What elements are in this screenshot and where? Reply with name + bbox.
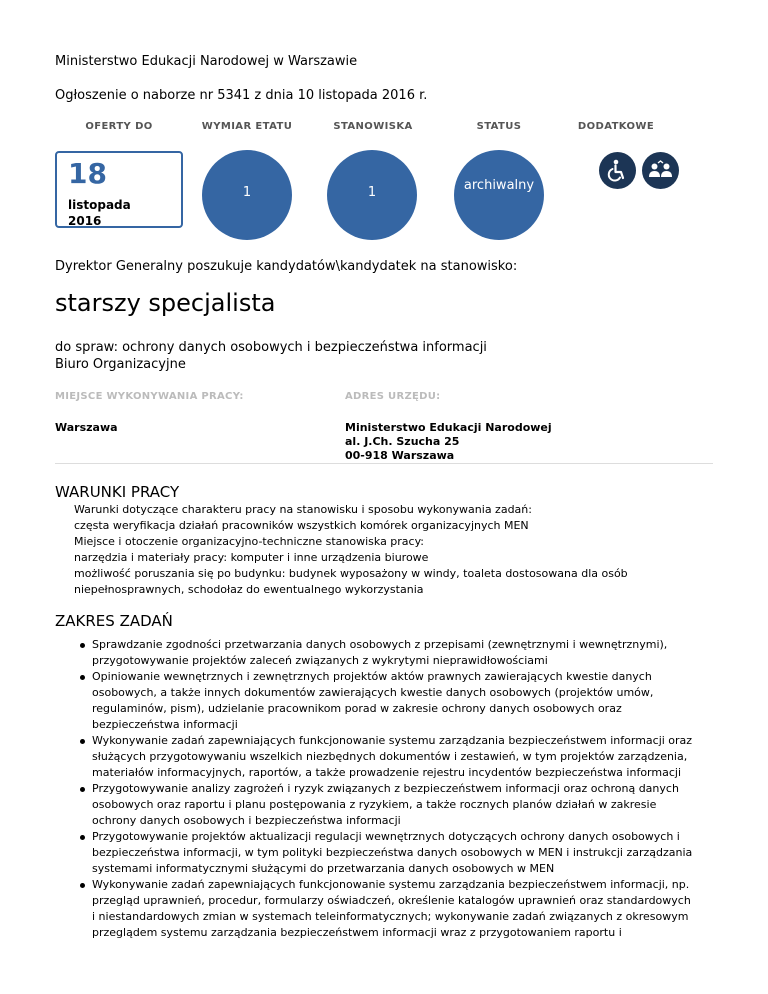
task-line: systemami informatycznymi służącymi do przetwarzania danych osobowych w MEN bbox=[92, 862, 555, 875]
task-line: przegląd uprawnień, procedur, formularzy oświadczeń, określenie katalogów uprawnień oraz standardowych bbox=[92, 894, 691, 907]
task-line: Sprawdzanie zgodności przetwarzania danych osobowych z przepisami (zewnętrznymi i wewnętrznymi), bbox=[92, 638, 668, 651]
conditions-heading: WARUNKI PRACY bbox=[55, 483, 180, 501]
conditions-line: narzędzia i materiały pracy: komputer i inne urządzenia biurowe bbox=[74, 551, 429, 564]
status-header: STATUS bbox=[476, 121, 522, 132]
ministry-name: Ministerstwo Edukacji Narodowej w Warszawie bbox=[55, 54, 358, 69]
work-time-circle bbox=[202, 150, 292, 240]
section-divider bbox=[55, 463, 713, 464]
task-line: służących przygotowywaniu wszelkich niezbędnych dokumentów i zestawień, w tym projektów zarządzenia, bbox=[92, 750, 688, 763]
tasks-list bbox=[74, 637, 734, 941]
conditions-text bbox=[74, 502, 724, 598]
positions-value: 1 bbox=[367, 185, 377, 200]
task-line: przygotowywanie projektów zaleceń związanych z wykrytymi nieprawidłowościami bbox=[92, 654, 548, 667]
task-line: Wykonywanie zadań zapewniających funkcjonowanie systemu zarządzania bezpieczeństwem informacji oraz bbox=[92, 734, 693, 747]
task-line: Wykonywanie zadań zapewniających funkcjonowanie systemu zarządzania bezpieczeństwem informacji, np. bbox=[92, 878, 690, 891]
tasks-list-wrap bbox=[74, 637, 734, 941]
office-address bbox=[345, 421, 552, 463]
work-time-value: 1 bbox=[242, 185, 252, 200]
task-line: Przygotowywanie projektów aktualizacji regulacji wewnętrznych dotyczących ochrony danych osobowych i bbox=[92, 830, 680, 843]
positions-header: STANOWISKA bbox=[333, 121, 413, 132]
office-address-label: ADRES URZĘDU: bbox=[345, 391, 441, 402]
job-title: starszy specjalista bbox=[55, 289, 276, 317]
announcement-title: Ogłoszenie o naborze nr 5341 z dnia 10 listopada 2016 r. bbox=[55, 88, 428, 103]
task-item bbox=[74, 829, 734, 877]
task-line: regulaminów, pism), udzielanie pracownikom porad w zakresie ochrony danych osobowych oraz bbox=[92, 702, 622, 715]
job-area: do spraw: ochrony danych osobowych i bezpieczeństwa informacji bbox=[55, 340, 487, 355]
status-circle bbox=[454, 150, 544, 240]
conditions-line: Warunki dotyczące charakteru pracy na stanowisku i sposobu wykonywania zadań: bbox=[74, 503, 532, 516]
task-item bbox=[74, 669, 734, 733]
intro-text: Dyrektor Generalny poszukuje kandydatów\kandydatek na stanowisko: bbox=[55, 259, 518, 274]
work-place-value: Warszawa bbox=[55, 421, 118, 434]
conditions-line: Miejsce i otoczenie organizacyjno-techniczne stanowiska pracy: bbox=[74, 535, 425, 548]
offers-deadline-box bbox=[55, 151, 183, 228]
deadline-day: 18 bbox=[68, 157, 107, 190]
task-line: osobowych oraz raportu i planu postępowania z ryzykiem, a także rocznych planów działań w zakresie bbox=[92, 798, 657, 811]
deadline-month-year bbox=[68, 197, 131, 229]
office-address-line3: 00-918 Warszawa bbox=[345, 449, 455, 462]
sign-language-icon bbox=[642, 152, 679, 189]
status-value: archiwalny bbox=[463, 178, 535, 193]
wheelchair-icon bbox=[599, 152, 636, 189]
conditions-line: możliwość poruszania się po budynku: budynek wyposażony w windy, toaleta dostosowana dla osób bbox=[74, 567, 628, 580]
task-line: osobowych, a także innych dokumentów zawierających kwestie danych osobowych (projektów umów, bbox=[92, 686, 654, 699]
task-item bbox=[74, 637, 734, 669]
tasks-heading: ZAKRES ZADAŃ bbox=[55, 612, 173, 630]
office-address-line1: Ministerstwo Edukacji Narodowej bbox=[345, 421, 552, 434]
task-line: Przygotowywanie analizy zagrożeń i ryzyk związanych z bezpieczeństwem informacji oraz ochroną danych bbox=[92, 782, 679, 795]
task-line: Opiniowanie wewnętrznych i zewnętrznych projektów aktów prawnych zawierających kwestie danych bbox=[92, 670, 652, 683]
conditions-line: niepełnosprawnych, schodołaz do ewentualnego wykorzystania bbox=[74, 583, 424, 596]
task-line: ochrony danych osobowych i bezpieczeństwa informacji bbox=[92, 814, 401, 827]
task-line: i niestandardowych zmian w systemach teleinformatycznych; wykonywanie zadań związanych z okresowym bbox=[92, 910, 689, 923]
job-subtitle bbox=[55, 339, 487, 373]
offers-until-header: OFERTY DO bbox=[85, 121, 153, 132]
deadline-month: listopada bbox=[68, 198, 131, 212]
task-item bbox=[74, 733, 734, 781]
task-item bbox=[74, 781, 734, 829]
work-place-label: MIEJSCE WYKONYWANIA PRACY: bbox=[55, 391, 244, 402]
task-item bbox=[74, 877, 734, 941]
task-line: bezpieczeństwa informacji, w tym polityki bezpieczeństwa danych osobowych w MEN i instrukcji zarządzania bbox=[92, 846, 693, 859]
job-department: Biuro Organizacyjne bbox=[55, 357, 186, 372]
work-time-header: WYMIAR ETATU bbox=[201, 121, 293, 132]
office-address-line2: al. J.Ch. Szucha 25 bbox=[345, 435, 460, 448]
conditions-line: częsta weryfikacja działań pracowników wszystkich komórek organizacyjnych MEN bbox=[74, 519, 529, 532]
deadline-year: 2016 bbox=[68, 214, 102, 228]
task-line: materiałów informacyjnych, raportów, a także prowadzenie rejestru incydentów bezpieczeństwa informacji bbox=[92, 766, 681, 779]
positions-circle bbox=[327, 150, 417, 240]
extra-header: DODATKOWE bbox=[577, 121, 655, 132]
task-line: przeglądem systemu zarządzania bezpieczeństwem informacji wraz z przygotowaniem raportu i bbox=[92, 926, 622, 939]
task-line: bezpieczeństwa informacji bbox=[92, 718, 238, 731]
